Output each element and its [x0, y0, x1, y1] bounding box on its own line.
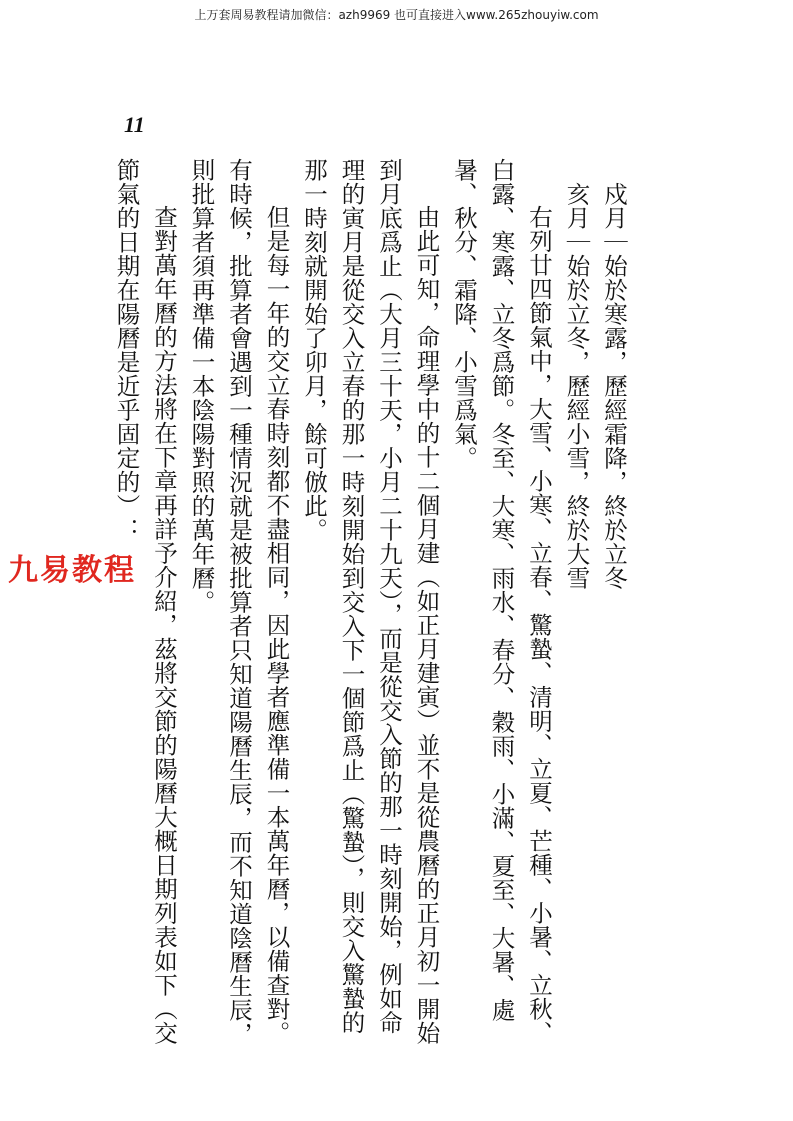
page-header: 上万套周易教程请加微信：azh9969 也可直接进入www.265zhouyiw.com [194, 8, 599, 22]
watermark-logo: 九易教程 [8, 553, 136, 588]
main-text [112, 158, 632, 1058]
paragraph: 由此可知，命理學中的十二個月建（如正月建寅）並不是從農曆的正月初一開始到月底爲止（大月三十天，小月二十九天），而是從交入節的那一時刻開始，例如命理的寅月是從交入立春的那一時刻開始到交入下一個節爲止（驚蟄），則交入驚蟄的那一時刻就開始了卯月，餘可倣此。 [300, 158, 441, 1045]
paragraph: 查對萬年曆的方法將在下章再詳予介紹，茲將交節的陽曆大概日期列表如下（交節氣的日期在陽曆是近乎固定的）： [112, 158, 178, 1045]
paragraph: 右列廿四節氣中，大雪、小寒、立春、驚蟄、清明、立夏、芒種、小暑、立秋、白露、寒露、立冬爲節。冬至、大寒、雨水、春分、穀雨、小滿、夏至、大暑、處暑、秋分、霜降、小雪爲氣。 [450, 158, 553, 1045]
page-number: 11 [124, 112, 145, 137]
month-line-hai: 亥月｜始於立冬，歷經小雪，終於大雪 [562, 158, 591, 590]
paragraph: 但是每一年的交立春時刻都不盡相同，因此學者應準備一本萬年曆，以備查對。有時候，批算者會遇到一種情況就是被批算者只知道陽曆生辰，而不知道陰曆生辰，則批算者須再準備一本陰陽對照的萬年曆。 [187, 158, 291, 1046]
month-line-xu: 戍月｜始於寒露，歷經霜降，終於立冬 [600, 158, 628, 590]
